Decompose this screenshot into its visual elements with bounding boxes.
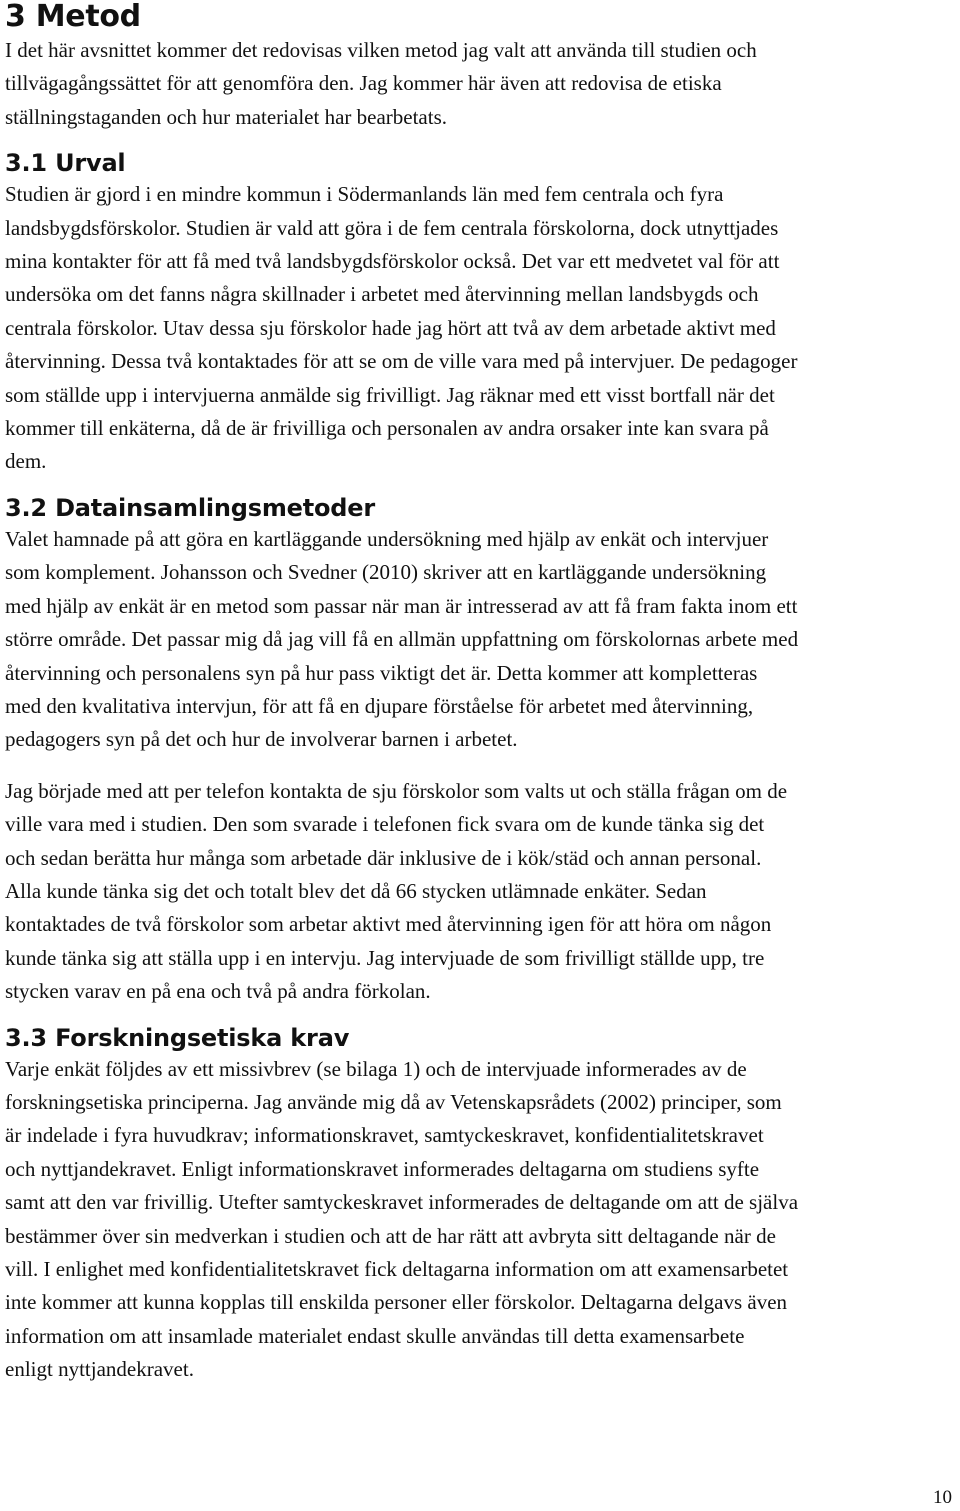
text-line: bestämmer över sin medverkan i studien och att de har rätt att avbryta sitt deltagande när de xyxy=(5,1223,776,1248)
text-line: Alla kunde tänka sig det och totalt blev det då 66 stycken utlämnade enkäter. Sedan xyxy=(5,878,707,903)
datainsamling-paragraph-1 xyxy=(5,523,953,757)
urval-paragraph xyxy=(5,178,953,479)
text-line: större område. Det passar mig då jag vill få en allmän uppfattning om förskolornas arbete med xyxy=(5,627,799,652)
text-line: Valet hamnade på att göra en kartläggande undersökning med hjälp av enkät och intervjuer xyxy=(5,526,769,551)
text-line: undersöka om det fanns några skillnader i arbetet med återvinning mellan landsbygds och xyxy=(5,282,759,307)
text-line: kontaktades de två förskolor som arbetar aktivt med återvinning igen för att höra om någon xyxy=(5,912,772,937)
text-line: och nyttjandekravet. Enligt informationskravet informerades deltagarna om studiens syfte xyxy=(5,1156,760,1181)
subsection-heading-datainsamlingsmetoder: 3.2 Datainsamlingsmetoder xyxy=(5,493,376,522)
page-number: 10 xyxy=(933,1487,952,1508)
text-line: kommer till enkäterna, då de är frivilliga och personalen av andra orsaker inte kan svara på xyxy=(5,416,769,441)
text-line: tillvägagångssättet för att genomföra den. Jag kommer här även att redovisa de etiska xyxy=(5,71,722,96)
document-page xyxy=(5,0,953,1387)
text-line: inte kommer att kunna kopplas till enskilda personer eller förskolor. Deltagarna delgavs även xyxy=(5,1290,788,1315)
subsection-heading-urval: 3.1 Urval xyxy=(5,149,126,178)
text-line: och sedan berätta hur många som arbetade där inklusive de i kök/städ och annan personal. xyxy=(5,845,762,870)
text-line: ställningstaganden och hur materialet har bearbetats. xyxy=(5,104,447,129)
intro-paragraph xyxy=(5,34,953,134)
text-line: är indelade i fyra huvudkrav; informationskravet, samtyckeskravet, konfidentialitetskravet xyxy=(5,1123,764,1148)
text-line: återvinning och personalens syn på hur pass viktigt det är. Detta kommer att kompletteras xyxy=(5,660,758,685)
subsection-heading-forskningsetiska-krav: 3.3 Forskningsetiska krav xyxy=(5,1023,350,1052)
etik-paragraph xyxy=(5,1053,953,1387)
text-line: mina kontakter för att få med två landsbygdsförskolor också. Det var ett medvetet val för att xyxy=(5,249,780,274)
text-line: Studien är gjord i en mindre kommun i Södermanlands län med fem centrala och fyra xyxy=(5,182,724,207)
text-line: som komplement. Johansson och Svedner (2010) skriver att en kartläggande undersökning xyxy=(5,560,767,585)
text-line: kunde tänka sig att ställa upp i en intervju. Jag intervjuade de som frivilligt ställde upp, tre xyxy=(5,945,765,970)
text-line: I det här avsnittet kommer det redovisas vilken metod jag valt att använda till studien och xyxy=(5,38,757,62)
text-line: vill. I enlighet med konfidentialitetskravet fick deltagarna information om att examensarbetet xyxy=(5,1257,789,1281)
text-line: Varje enkät följdes av ett missivbrev (se bilaga 1) och de intervjuade informerades av de xyxy=(5,1056,747,1081)
text-line: forskningsetiska principerna. Jag använde mig då av Vetenskapsrådets (2002) principer, som xyxy=(5,1089,782,1114)
text-line: dem. xyxy=(5,449,47,474)
text-line: stycken varav en på ena och två på andra förkolan. xyxy=(5,979,431,1004)
section-heading-metod: 3 Metod xyxy=(5,0,141,34)
text-line: med hjälp av enkät är en metod som passar när man är intresserad av att få fram fakta inom ett xyxy=(5,593,798,618)
text-line: enligt nyttjandekravet. xyxy=(5,1357,194,1382)
text-line: Jag började med att per telefon kontakta de sju förskolor som valts ut och ställa frågan om de xyxy=(5,778,788,803)
text-line: centrala förskolor. Utav dessa sju förskolor hade jag hört att två av dem arbetade aktivt med xyxy=(5,315,776,340)
text-line: ville vara med i studien. Den som svarade i telefonen fick svara om de kunde tänka sig det xyxy=(5,812,765,837)
text-line: samt att den var frivillig. Utefter samtyckeskravet informerades de deltagande om att de själva xyxy=(5,1190,799,1215)
text-line: som ställde upp i intervjuerna anmälde sig frivilligt. Jag räknar med ett visst bortfall när det xyxy=(5,382,775,407)
text-line: återvinning. Dessa två kontaktades för att se om de ville vara med på intervjuer. De pedagoger xyxy=(5,349,798,374)
datainsamling-paragraph-2 xyxy=(5,775,953,1009)
text-line: med den kvalitativa intervjun, för att få en djupare förståelse för arbetet med återvinning, xyxy=(5,693,754,718)
text-line: landsbygdsförskolor. Studien är vald att göra i de fem centrala förskolorna, dock utnyttjades xyxy=(5,215,779,240)
text-line: pedagogers syn på det och hur de involverar barnen i arbetet. xyxy=(5,727,518,752)
text-line: information om att insamlade materialet endast skulle användas till detta examensarbete xyxy=(5,1323,745,1348)
